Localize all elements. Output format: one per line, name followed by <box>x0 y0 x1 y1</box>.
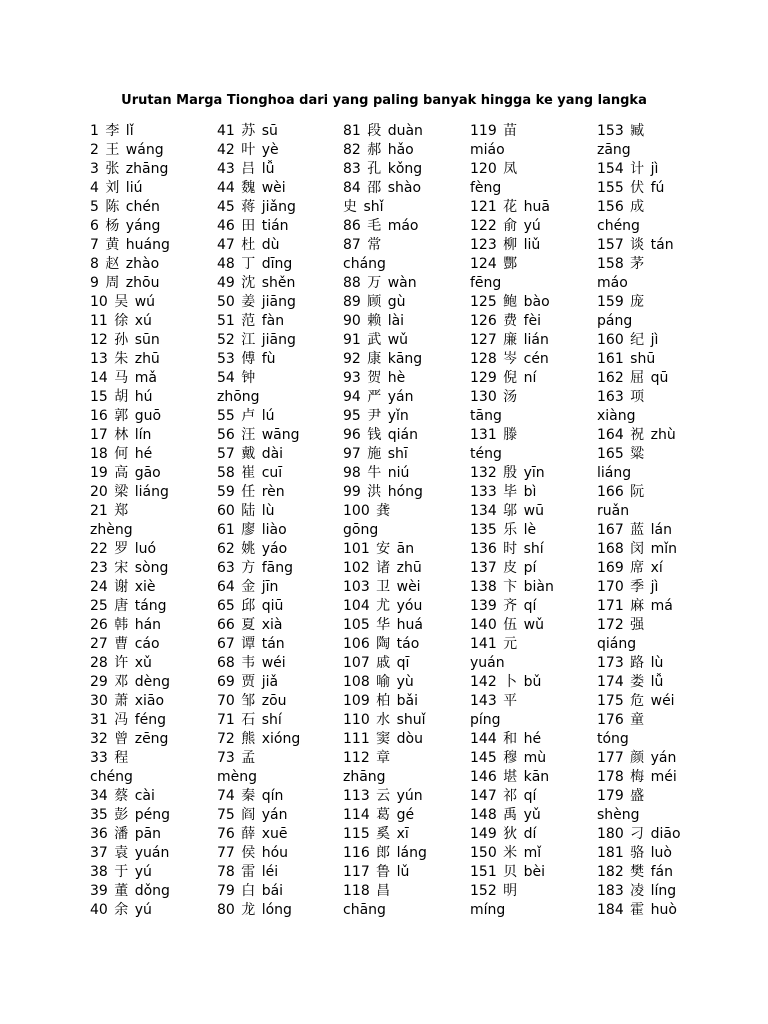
list-item: 133 毕 bì <box>470 484 537 500</box>
list-item: 90 赖 lài <box>343 313 405 329</box>
list-item: fèng <box>470 180 502 196</box>
list-item: 48 丁 dīng <box>217 256 293 272</box>
list-item: shèng <box>597 807 640 823</box>
list-item: 161 shū <box>597 351 656 367</box>
list-item: 4 刘 liú <box>90 180 143 196</box>
list-item: 10 吴 wú <box>90 294 156 310</box>
list-item: 104 尤 yóu <box>343 598 423 614</box>
list-item: 101 安 ān <box>343 541 415 557</box>
list-item: 92 康 kāng <box>343 351 423 367</box>
list-item: 173 路 lù <box>597 655 664 671</box>
list-item: 102 诸 zhū <box>343 560 422 576</box>
surname-column-5 <box>597 122 722 920</box>
list-item: 47 杜 dù <box>217 237 280 253</box>
list-item: 129 倪 ní <box>470 370 537 386</box>
list-item: fēng <box>470 275 502 291</box>
list-item: 30 萧 xiāo <box>90 693 165 709</box>
list-item: 15 胡 hú <box>90 389 153 405</box>
list-item: 181 骆 luò <box>597 845 672 861</box>
list-item: 135 乐 lè <box>470 522 537 538</box>
surname-column-2 <box>217 122 342 920</box>
list-item: cháng <box>343 256 386 272</box>
list-item: 59 任 rèn <box>217 484 285 500</box>
list-item: 128 岑 cén <box>470 351 549 367</box>
list-item: 14 马 mǎ <box>90 370 157 386</box>
list-item: 148 禹 yǔ <box>470 807 541 823</box>
list-item: 65 邱 qiū <box>217 598 284 614</box>
list-item: 82 郝 hǎo <box>343 142 414 158</box>
list-item: chāng <box>343 902 386 918</box>
list-item: 160 纪 jì <box>597 332 659 348</box>
list-item: 131 滕 <box>470 427 518 443</box>
list-item: 97 施 shī <box>343 446 408 462</box>
list-item: 159 庞 <box>597 294 645 310</box>
list-item: zhāng <box>343 769 386 785</box>
list-item: 143 平 <box>470 693 518 709</box>
list-item: 32 曾 zēng <box>90 731 169 747</box>
list-item: 123 柳 liǔ <box>470 237 541 253</box>
list-item: 156 成 <box>597 199 645 215</box>
list-item: 116 郎 láng <box>343 845 427 861</box>
list-item: 175 危 wéi <box>597 693 675 709</box>
list-item: 74 秦 qín <box>217 788 284 804</box>
list-item: tóng <box>597 731 629 747</box>
list-item: píng <box>470 712 501 728</box>
list-item: 132 殷 yīn <box>470 465 545 481</box>
list-item: 111 窦 dòu <box>343 731 423 747</box>
list-item: 163 项 <box>597 389 645 405</box>
list-item: qiáng <box>597 636 637 652</box>
list-item: 62 姚 yáo <box>217 541 288 557</box>
list-item: 88 万 wàn <box>343 275 417 291</box>
list-item: 170 季 jì <box>597 579 659 595</box>
list-item: 114 葛 gé <box>343 807 415 823</box>
list-item: 12 孙 sūn <box>90 332 160 348</box>
list-item: 98 牛 niú <box>343 465 410 481</box>
list-item: 5 陈 chén <box>90 199 160 215</box>
list-item: 176 童 <box>597 712 645 728</box>
list-item: 6 杨 yáng <box>90 218 161 234</box>
list-item: páng <box>597 313 633 329</box>
list-item: 169 席 xí <box>597 560 663 576</box>
list-item: zāng <box>597 142 631 158</box>
list-item: 154 计 jì <box>597 161 659 177</box>
list-item: 79 白 bái <box>217 883 284 899</box>
list-item: xiàng <box>597 408 636 424</box>
list-item: 122 俞 yú <box>470 218 541 234</box>
list-item: 87 常 <box>343 237 382 253</box>
list-item: chéng <box>90 769 133 785</box>
list-item: 180 刁 diāo <box>597 826 681 842</box>
list-item: 152 明 <box>470 883 518 899</box>
list-item: 37 袁 yuán <box>90 845 170 861</box>
list-item: 9 周 zhōu <box>90 275 160 291</box>
list-item: 110 水 shuǐ <box>343 712 426 728</box>
surname-column-4 <box>470 122 595 920</box>
list-item: miáo <box>470 142 505 158</box>
list-item: tāng <box>470 408 502 424</box>
list-item: mèng <box>217 769 258 785</box>
list-item: 139 齐 qí <box>470 598 537 614</box>
list-item: liáng <box>597 465 632 481</box>
list-item: 36 潘 pān <box>90 826 162 842</box>
list-item: 140 伍 wǔ <box>470 617 544 633</box>
list-item: 46 田 tián <box>217 218 289 234</box>
list-item: 109 柏 bǎi <box>343 693 418 709</box>
list-item: 1 李 lǐ <box>90 123 134 139</box>
list-item: 84 邵 shào <box>343 180 422 196</box>
list-item: 125 鲍 bào <box>470 294 550 310</box>
list-item: téng <box>470 446 502 462</box>
list-item: 162 屈 qū <box>597 370 669 386</box>
list-item: míng <box>470 902 506 918</box>
list-item: 134 邬 wū <box>470 503 544 519</box>
list-item: 8 赵 zhào <box>90 256 160 272</box>
list-item: 165 粱 <box>597 446 645 462</box>
list-item: 151 贝 bèi <box>470 864 546 880</box>
list-item: 94 严 yán <box>343 389 414 405</box>
list-item: 100 龚 <box>343 503 391 519</box>
list-item: 150 米 mǐ <box>470 845 542 861</box>
list-item: 136 时 shí <box>470 541 544 557</box>
list-item: 16 郭 guō <box>90 408 162 424</box>
list-item: 72 熊 xióng <box>217 731 301 747</box>
list-item: 35 彭 péng <box>90 807 170 823</box>
list-item: 120 凤 <box>470 161 518 177</box>
list-item: 41 苏 sū <box>217 123 278 139</box>
list-item: 83 孔 kǒng <box>343 161 423 177</box>
list-item: 105 华 huá <box>343 617 423 633</box>
list-item: 76 薛 xuē <box>217 826 288 842</box>
list-item: 178 梅 méi <box>597 769 677 785</box>
list-item: 75 阎 yán <box>217 807 288 823</box>
list-item: 141 元 <box>470 636 518 652</box>
list-item: 57 戴 dài <box>217 446 284 462</box>
list-item: 166 阮 <box>597 484 645 500</box>
list-item: 73 孟 <box>217 750 256 766</box>
list-item: 99 洪 hóng <box>343 484 423 500</box>
list-item: chéng <box>597 218 640 234</box>
list-item: 103 卫 wèi <box>343 579 421 595</box>
list-item: 113 云 yún <box>343 788 423 804</box>
list-item: 93 贺 hè <box>343 370 406 386</box>
list-item: 107 戚 qī <box>343 655 410 671</box>
list-item: 124 酆 <box>470 256 518 272</box>
list-item: 24 谢 xiè <box>90 579 156 595</box>
list-item: yuán <box>470 655 505 671</box>
list-item: 96 钱 qián <box>343 427 418 443</box>
list-item: 55 卢 lú <box>217 408 275 424</box>
list-item: 177 颜 yán <box>597 750 677 766</box>
list-item: 81 段 duàn <box>343 123 423 139</box>
list-item: 63 方 fāng <box>217 560 293 576</box>
list-item: 147 祁 qí <box>470 788 537 804</box>
list-item: 69 贾 jiǎ <box>217 674 279 690</box>
list-item: gōng <box>343 522 379 538</box>
list-item: 20 梁 liáng <box>90 484 169 500</box>
list-item: 130 汤 <box>470 389 518 405</box>
list-item: 19 高 gāo <box>90 465 161 481</box>
list-item: zhèng <box>90 522 133 538</box>
list-item: 138 卞 biàn <box>470 579 554 595</box>
list-item: máo <box>597 275 628 291</box>
list-item: 183 凌 líng <box>597 883 677 899</box>
list-item: 66 夏 xià <box>217 617 283 633</box>
list-item: 106 陶 táo <box>343 636 420 652</box>
list-item: 17 林 lín <box>90 427 152 443</box>
list-item: 137 皮 pí <box>470 560 537 576</box>
list-item: 56 汪 wāng <box>217 427 300 443</box>
list-item: 61 廖 liào <box>217 522 287 538</box>
list-item: ruǎn <box>597 503 630 519</box>
list-item: 18 何 hé <box>90 446 153 462</box>
list-item: 21 郑 <box>90 503 129 519</box>
list-item: 44 魏 wèi <box>217 180 286 196</box>
list-item: 145 穆 mù <box>470 750 547 766</box>
surname-column-1 <box>90 122 215 920</box>
list-item: 28 许 xǔ <box>90 655 152 671</box>
list-item: 39 董 dǒng <box>90 883 170 899</box>
list-item: 157 谈 tán <box>597 237 674 253</box>
list-item: 91 武 wǔ <box>343 332 409 348</box>
list-item: 117 鲁 lǔ <box>343 864 410 880</box>
list-item: 144 和 hé <box>470 731 542 747</box>
list-item: 171 麻 má <box>597 598 673 614</box>
list-item: 119 苗 <box>470 123 518 139</box>
list-item: 38 于 yú <box>90 864 152 880</box>
list-item: 40 余 yú <box>90 902 152 918</box>
list-item: 78 雷 léi <box>217 864 279 880</box>
page-title: Urutan Marga Tionghoa dari yang paling banyak hingga ke yang langka <box>121 93 647 108</box>
list-item: 95 尹 yǐn <box>343 408 409 424</box>
list-item: 112 章 <box>343 750 391 766</box>
list-item: 67 谭 tán <box>217 636 285 652</box>
list-item: 25 唐 táng <box>90 598 167 614</box>
list-item: 43 吕 lǚ <box>217 161 275 177</box>
list-item: 89 顾 gù <box>343 294 406 310</box>
list-item: 42 叶 yè <box>217 142 279 158</box>
list-item: 64 金 jīn <box>217 579 279 595</box>
list-item: 史 shǐ <box>343 199 384 215</box>
list-item: 26 韩 hán <box>90 617 162 633</box>
list-item: 60 陆 lù <box>217 503 275 519</box>
list-item: 158 茅 <box>597 256 645 272</box>
list-item: 172 强 <box>597 617 645 633</box>
list-item: 49 沈 shěn <box>217 275 296 291</box>
list-item: 51 范 fàn <box>217 313 285 329</box>
list-item: 155 伏 fú <box>597 180 665 196</box>
list-item: 31 冯 féng <box>90 712 167 728</box>
list-item: 184 霍 huò <box>597 902 677 918</box>
list-item: 80 龙 lóng <box>217 902 292 918</box>
list-item: 142 卜 bǔ <box>470 674 542 690</box>
list-item: 27 曹 cáo <box>90 636 160 652</box>
list-item: 118 昌 <box>343 883 391 899</box>
list-item: 22 罗 luó <box>90 541 157 557</box>
list-item: 108 喻 yù <box>343 674 414 690</box>
list-item: 34 蔡 cài <box>90 788 155 804</box>
list-item: 182 樊 fán <box>597 864 674 880</box>
list-item: 71 石 shí <box>217 712 282 728</box>
list-item: 33 程 <box>90 750 129 766</box>
list-item: 146 堪 kān <box>470 769 550 785</box>
list-item: 168 闵 mǐn <box>597 541 678 557</box>
list-item: 53 傅 fù <box>217 351 276 367</box>
list-item: 179 盛 <box>597 788 645 804</box>
list-item: 7 黄 huáng <box>90 237 170 253</box>
list-item: 11 徐 xú <box>90 313 152 329</box>
list-item: 86 毛 máo <box>343 218 419 234</box>
list-item: 121 花 huā <box>470 199 550 215</box>
list-item: 70 邹 zōu <box>217 693 287 709</box>
list-item: 58 崔 cuī <box>217 465 283 481</box>
surname-column-3 <box>343 122 468 920</box>
list-item: 68 韦 wéi <box>217 655 286 671</box>
list-item: 149 狄 dí <box>470 826 537 842</box>
list-item: 3 张 zhāng <box>90 161 169 177</box>
list-item: 127 廉 lián <box>470 332 549 348</box>
list-item: 54 钟 <box>217 370 256 386</box>
list-item: 23 宋 sòng <box>90 560 169 576</box>
list-item: 52 江 jiāng <box>217 332 296 348</box>
list-item: 115 奚 xī <box>343 826 409 842</box>
list-item: 153 臧 <box>597 123 645 139</box>
list-item: 174 娄 lǚ <box>597 674 664 690</box>
list-item: 2 王 wáng <box>90 142 164 158</box>
list-item: 50 姜 jiāng <box>217 294 296 310</box>
list-item: 164 祝 zhù <box>597 427 676 443</box>
list-item: 77 侯 hóu <box>217 845 289 861</box>
list-item: 167 蓝 lán <box>597 522 672 538</box>
list-item: 13 朱 zhū <box>90 351 160 367</box>
list-item: 126 费 fèi <box>470 313 542 329</box>
list-item: 45 蒋 jiǎng <box>217 199 296 215</box>
list-item: 29 邓 dèng <box>90 674 170 690</box>
list-item: zhōng <box>217 389 260 405</box>
